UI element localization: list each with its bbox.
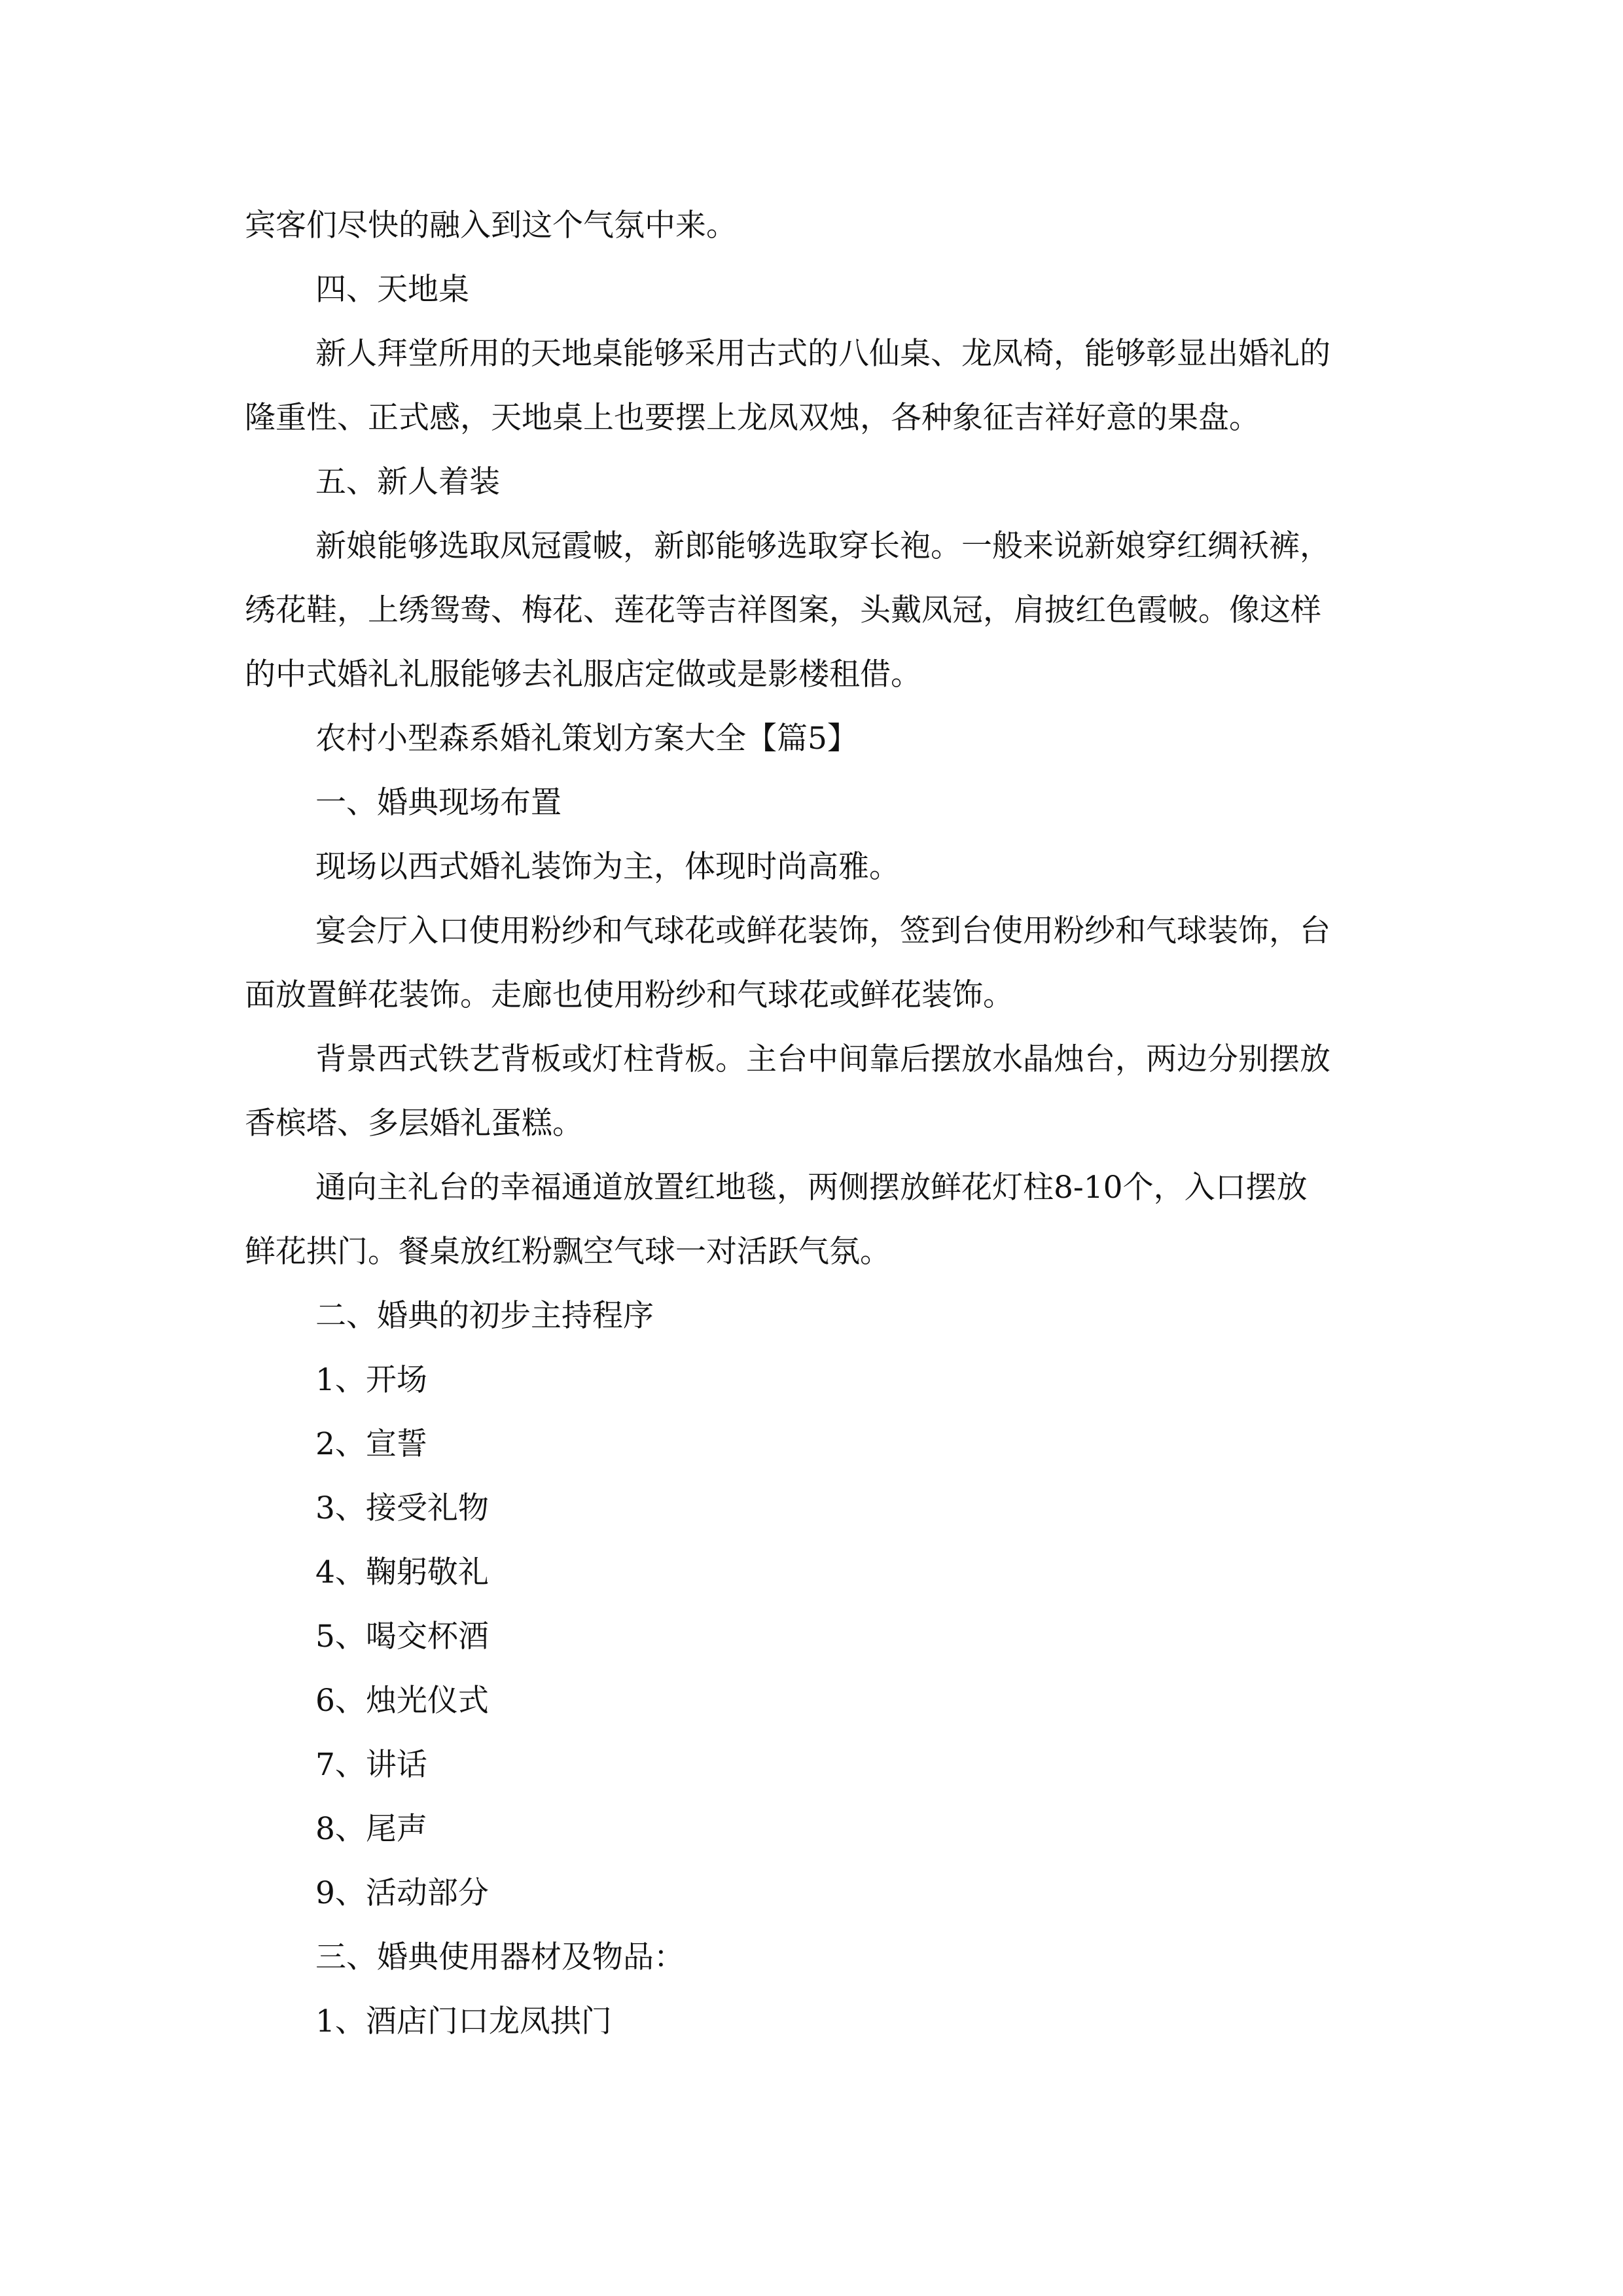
text-line: 三、婚典使用器材及物品： [315,1939,685,1975]
text-line: 宴会厅入口使用粉纱和气球花或鲜花装饰，签到台使用粉纱和气球装饰，台 [315,913,1330,949]
text-line: 3、接受礼物 [315,1490,489,1526]
text-line: 农村小型森系婚礼策划方案大全【篇5】 [315,721,858,757]
text-line: 宾客们尽快的融入到这个气氛中来。 [245,207,737,243]
text-line: 8、尾声 [315,1811,427,1847]
text-line: 1、开场 [315,1362,427,1398]
text-line: 5、喝交杯酒 [315,1619,489,1655]
text-line: 现场以西式婚礼装饰为主，体现时尚高雅。 [315,849,900,885]
text-line: 7、讲话 [315,1747,427,1783]
text-line: 的中式婚礼礼服能够去礼服店定做或是影楼租借。 [245,656,921,692]
text-line: 通向主礼台的幸福通道放置红地毯，两侧摆放鲜花灯柱8-10个，入口摆放 [315,1170,1308,1206]
text-line: 新人拜堂所用的天地桌能够采用古式的八仙桌、龙凤椅，能够彰显出婚礼的 [315,336,1330,372]
text-line: 二、婚典的初步主持程序 [315,1298,654,1334]
document-body [245,194,1383,2054]
text-line: 一、婚典现场布置 [315,785,562,821]
text-line: 四、天地桌 [315,272,469,308]
text-line: 背景西式铁艺背板或灯柱背板。主台中间靠后摆放水晶烛台，两边分别摆放 [315,1041,1330,1077]
text-line: 隆重性、正式感，天地桌上也要摆上龙凤双烛，各种象征吉祥好意的果盘。 [245,400,1260,436]
text-line: 香槟塔、多层婚礼蛋糕。 [245,1105,583,1141]
text-line: 五、新人着装 [315,464,500,500]
text-line: 鲜花拱门。餐桌放红粉飘空气球一对活跃气氛。 [245,1234,891,1270]
text-line: 6、烛光仪式 [315,1683,489,1719]
text-line: 2、宣誓 [315,1426,427,1462]
text-line: 4、鞠躬敬礼 [315,1554,489,1590]
text-line: 面放置鲜花装饰。走廊也使用粉纱和气球花或鲜花装饰。 [245,977,1014,1013]
text-line: 绣花鞋，上绣鸳鸯、梅花、莲花等吉祥图案，头戴凤冠，肩披红色霞帔。像这样 [245,592,1321,628]
text-line: 1、酒店门口龙凤拱门 [315,2003,612,2039]
text-line: 9、活动部分 [315,1875,489,1911]
text-line: 新娘能够选取凤冠霞帔，新郎能够选取穿长袍。一般来说新娘穿红绸袄裤， [315,528,1330,564]
